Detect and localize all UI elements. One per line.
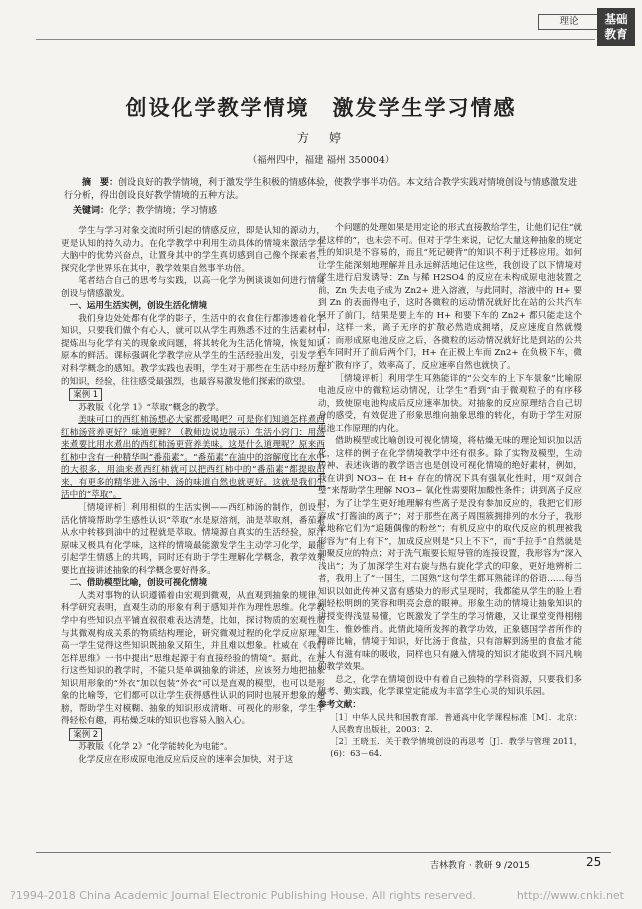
footer-rule [36,852,611,853]
situation-comment-2: ［情境评析］利用学生耳熟能详的“公交车的上下车景象”比喻原电池反应中的微粒运动情况，让学生“看到”由于微观粒子的有序移动，致使原电池构成后反应速率加快。对抽象的反应原理结合自己切身的感受，有效促进了形象思维向抽象思维的转化，有助于学生对原电池工作原理的内化。 [318,373,582,434]
keywords-text: 化学；教学情境；学习情感 [109,206,218,216]
paragraph: 美味可口的西红柿汤想必大家都爱喝吧？可是你们知道怎样煮西红柿汤营养更好？味道更鲜？（教师边说边展示）生活小窍门：用汤来煮要比用水煮出的西红柿汤更营养美味。这是什么道理呢？原来西红柿中含有一种精华叫“番茄素”。“番茄素”在油中的溶解度比在水中的大很多，用油来煮西红柿就可以把西红柿中的“番茄素”都提取出来，有更多的精华进入汤中，汤的味道自然也就更好。这就是我们生活中的“萃取”。 [61,415,325,501]
case-label-2: 案例 2 [69,728,102,741]
section-heading-1: 一、运用生活实例，创设生活化情境 [69,301,208,312]
right-column [318,222,582,759]
reference-item: ［1］中华人民共和国教育部．普通高中化学课程标准［M］．北京：人民教育出版社，2003：2． [330,712,582,735]
reference-item: ［2］王晓玉．关于教学情境创设的再思考［J］．教学与管理 2011，(6)：63－64． [330,736,582,759]
section-line-2: 教育 [604,27,628,41]
case-title-2: 苏教版《化学 2》“化学能转化为电能”。 [78,742,233,753]
copyright-text: ?1994-2018 China Academic Journal Electronic Publishing House. All rights reserved. [10,889,476,902]
paragraph: 人类对事物的认识遵循着由宏观到微观，从直观到抽象的规律。科学研究表明，直观生动的形象有利于感知并作为理性思维。化学教学中有些知识点平铺直叙很难表达清楚，比如，探讨物质的宏观性质与其微观构成关系的物质结构理论，研究微观过程的化学反应原理。高一学生觉得这些知识既抽象又陌生，并且难以想象。杜威在《我们怎样思维》一书中提出“思维起源于有直接经验的情境”。据此，在进行这些知识的教学时，不能只是单调抽象的讲述，应该努力地把抽象知识用形象的“外衣”加以包装“外衣”可以是直观的模型，也可以是形象的比喻等，它们都可以让学生获得感性认识的同时也展开想象的翅膀，帮助学生对模糊、抽象的知识形成清晰、可视化的形象，学生学得轻松有趣，再枯燥乏味的知识也容易入脑入心。 [61,590,325,727]
paragraph: 个问题的处理如果是用定论的形式直接教给学生，让他们记住“就是这样的”，也未尝不可。但对于学生来说，记忆大量这种抽象的规定性的知识是不容易的，而且“死记硬背”的知识不利于迁移应用。如何让学生能深刻地理解并且永远鲜活地记住这些，我创设了以下情境对学生进行启发诱导：Zn 与稀 H2SO4 的反应在未构成原电池装置之前，Zn 失去电子成为 Zn2+ 进入溶液，与此同时，溶液中的 H+ 要到 Zn 的表面得电子，这时各微粒的运动情况就好比在站的公共汽车只开了前门，结果是要上车的 H+ 和要下车的 Zn2+ 都只能走这个门，这样一来，离子无序的扩散必然造成拥堵，反应速度自然就慢了；而形成原电池反应之后，各微粒的运动情况就好比是到站的公共汽车同时开了前后两个门，H+ 在正极上车而 Zn2+ 在负极下车，微粒扩散有序了，效率高了，反应速率自然也就快了。 [318,223,582,372]
page-number: 25 [586,855,602,869]
section-corner-badge [597,8,635,46]
abstract-text: 创设良好的教学情境，利于激发学生积极的情感体验，使教学事半功倍。本文结合教学实践对情境创设与情感激发进行分析，得出创设良好教学情境的五种方法。 [64,178,578,201]
keywords [64,205,578,218]
section-heading-2: 二、借助模型比喻，创设可视化情境 [69,578,208,589]
copyright-watermark [10,889,632,902]
paragraph: 学生与学习对象交流时所引起的情感反应，即是认知的源动力，更是认知的持久动力。在化学教学中利用生动具体的情境来激活学生大脑中的优势兴奋点，让置身其中的学生真切感到自己像个探索者，探究化学世界乐在其中，教学效果自然事半功倍。 [61,226,325,274]
keywords-label: 关键词： [73,206,110,216]
journal-issue: 吉林教育 · 教研 9 /2015 [430,861,530,871]
references-heading: 参考文献： [318,699,361,710]
left-column [61,225,325,767]
paragraph: 我们身边处处都有化学的影子，生活中的衣食住行都渗透着化学知识，只要我们做个有心人，就可以从学生再熟悉不过的生活素材中提炼出与化学有关的现象或问题，将其转化为生活化情境，恢复知识原本的鲜活。课标强调化学教学应从学生的生活经验出发，引发学生对科学概念的感知。教学实践也表明，学生对于那些在生活中经历过的知识，经验，往往感受最强烈，也最容易激发他们探索的欲望。 [61,313,325,387]
situation-comment-1: ［情境评析］利用相似的生活实例——西红柿汤的制作，创设生活化情境帮助学生感性认识“萃取”水是原溶剂，油是萃取剂，番茄素从水中转移到油中的过程就是萃取。情境源自真实的生活经验，原汁原味又极具有化学味，这样的情境最能激发学生主动学习化学，最能引起学生情感上的共鸣，同时还有助于学生理解化学概念，教学效果要比直接讲述抽象的科学概念要好得多。 [61,503,325,576]
paragraph: 借助模型或比喻创设可视化情境，将枯燥无味的理论知识加以活化，这样的例子在化学情境教学中还有很多。除了实物及模型，生动传神、表述诙谐的教学语言也是创设可视化情境的绝好素材，例如，我在讲到 NO3− 在 H+ 存在的情况下具有强氧化性时，用“双剑合璧”来帮助学生理解 NO3− 氧化性需要附加酸性条件；讲到离子反应时，为了让学生更好地理解有些离子是没有参加反应的，我把它们形容成“打酱油的离子”；对于那些在离子周围簇拥排列的水分子，我形象地称它们为“追随偶像的粉丝”；有机反应中的取代反应的机理被我形容为“有上有下”，加成反应则是“只上不下”，而“手拉手”自然就是加聚反应的特点；对于洗气瓶要长短导管的连接设置，我形容为“深入浅出”；为了加深学生对右旋与热右旋化学式的印象，更好地辨析二者，我用上了“一国生，二国熟”这句学生都耳熟能详的俗语……每当知识以如此传神又富有感染力的形式呈现时，我都能从学生的脸上看到轻松明朗的笑容和明亮会意的眼神。形象生动的情境让抽象知识的讲授变得浅显易懂，它既激发了学生的学习情趣，又让课堂变得栩栩如生、惟妙惟肖。此情此境所发挥的教学功效，正象德国学者所作的精辟比喻，情境于知识，好比汤于食盐，只有溶解到汤里的食盐才能让人有滋有味的吸收，同样也只有融入情境的知识才能收到不同凡响的教学效果。 [318,436,582,673]
site-url: http://www.cnki.net [516,889,624,902]
author-affiliation: （福州四中，福建 福州 350004） [247,155,395,166]
case-title-1: 苏教版《化学 1》“萃取”概念的教学。 [78,402,225,413]
section-line-1: 基础 [604,12,628,26]
abstract-label: 摘 要： [82,178,119,188]
abstract [64,177,578,203]
header-rule [36,39,595,40]
paragraph: 总之，化学在情境创设中有着自己独特的学科资源，只要我们多思考、勤实践，化学课堂定能成为丰富学生心灵的知识乐园。 [318,674,582,698]
category-tag: 理论 [538,14,600,30]
paragraph: 化学反应在形成原电池反应后反应的速率会加快，对于这 [78,754,294,765]
article-title: 创设化学教学情境 激发学生学习情感 [125,96,517,120]
paragraph: 笔者结合自己的思考与实践，以高一化学为例谈谈如何进行情境创设与情感激发。 [61,276,325,299]
author-name: 方 婷 [296,131,345,145]
case-label-1: 案例 1 [69,388,102,401]
